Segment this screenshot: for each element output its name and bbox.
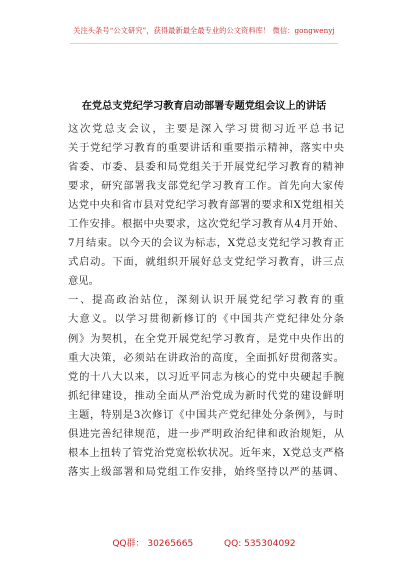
document-body [68,120,344,482]
body-line: 一、提高政治站位，深刻认识开展党纪学习教育的重 [68,294,344,307]
body-line: 这次党总支会议，主要是深入学习贯彻习近平总书记 [68,123,344,135]
body-line: 7月结束。以今天的会议为标志，X党总支党纪学习教育正 [68,237,344,250]
body-line: 式启动。下面，就组织开展好总支党纪学习教育，讲三点 [68,256,344,269]
body-line: 意见。 [68,275,99,288]
body-line: 落实上级部署和局党组工作安排，始终坚持以严的基调、 [68,465,344,478]
body-line: 重大决策，必须站在讲政治的高度，全面抓好贯彻落实。 [68,351,344,364]
body-line: 抓纪律建设，推动全面从严治党成为新时代党的建设鲜明 [68,389,344,402]
body-line: 省委、市委、县委和局党组关于开展党纪学习教育的精神 [68,161,344,174]
body-line: 大意义。以学习贯彻新修订的《中国共产党纪律处分条 [68,313,344,326]
document-title: 在党总支党纪学习教育启动部署专题党组会议上的讲话 [81,100,327,112]
body-line: 要求，研究部署我支部党纪学习教育工作。首先向大家传 [68,180,344,193]
body-line: 关于党纪学习教育的重要讲话和重要指示精神，落实中央 [68,142,344,155]
body-line: 主题，特别是3次修订《中国共产党纪律处分条例》，与时 [68,408,344,421]
body-line: 例》为契机，在全党开展党纪学习教育，是党中央作出的 [68,332,344,345]
header-banner: 关注头条号“公文研究”，获得最新最全最专业的公文资料库！ 微信：gongwenyj [73,26,335,35]
body-line: 党的十八大以来，以习近平同志为核心的党中央硬起手腕 [68,370,344,383]
body-line: 工作安排。根据中央要求，这次党纪学习教育从4月开始、 [68,218,344,231]
footer-qq-number: QQ: 535304092 [224,539,296,549]
body-line: 俱进完善纪律规范，进一步严明政治纪律和政治规矩，从 [68,427,344,440]
footer-contact [0,536,408,549]
body-line: 达党中央和省市县对党纪学习教育部署的要求和X党组相关 [68,199,344,212]
body-line: 根本上扭转了管党治党宽松软状况。近年来，X党总支严格 [68,446,344,459]
header-divider [70,43,338,44]
footer-qq-group: QQ群： 30265665 [112,539,194,549]
